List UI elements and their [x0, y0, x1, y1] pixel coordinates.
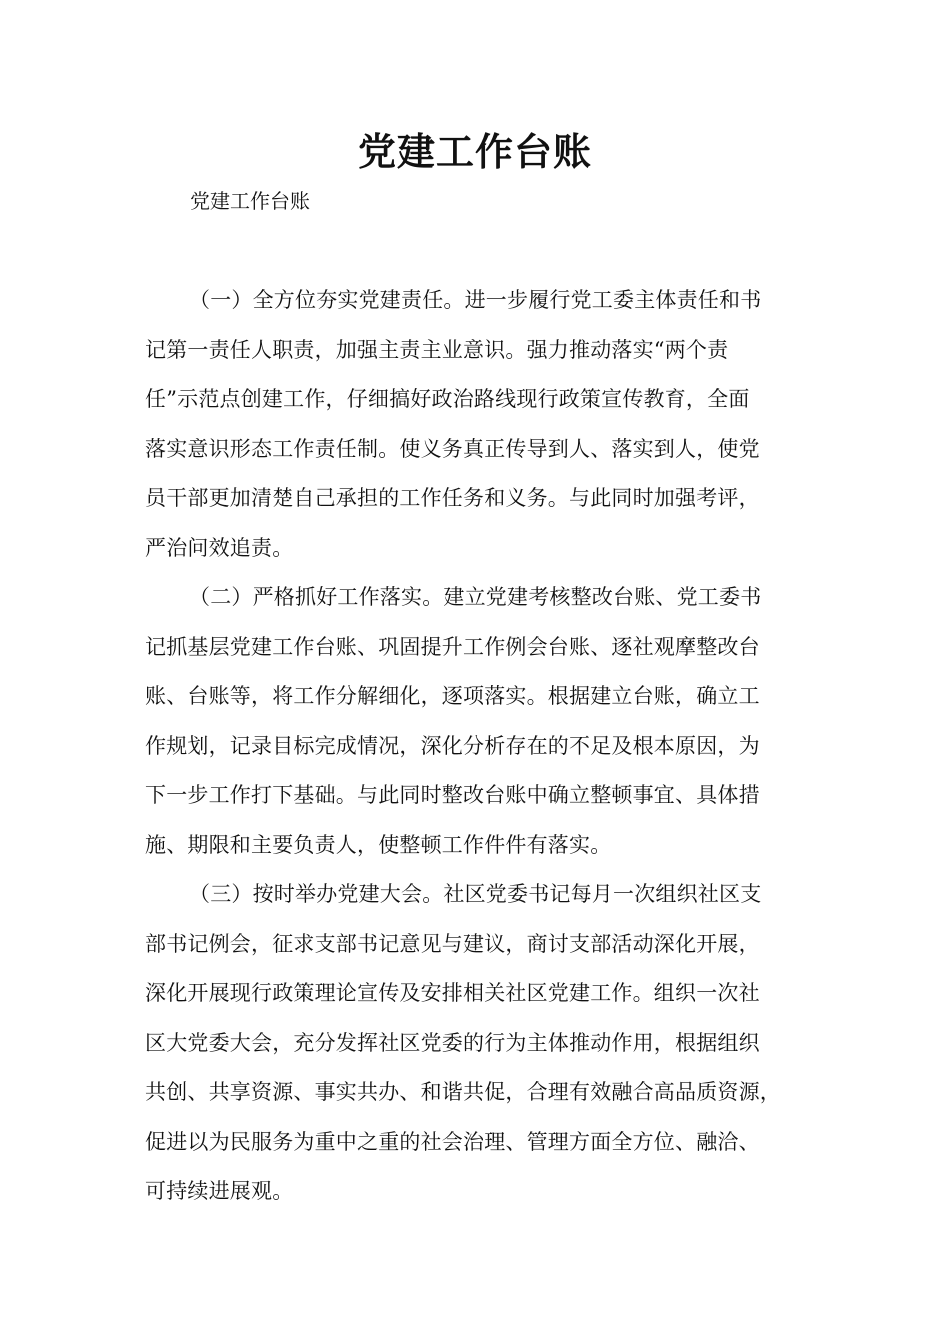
document-subtitle: 党建工作台账: [190, 189, 310, 213]
paragraph-2-line: 作规划，记录目标完成情况，深化分析存在的不足及根本原因，为: [145, 733, 760, 758]
paragraph-3-line: 促进以为民服务为重中之重的社会治理、管理方面全方位、融洽、: [145, 1129, 760, 1154]
paragraph-3-line: 共创、共享资源、事实共办、和谐共促，合理有效融合高品质资源，: [145, 1080, 781, 1104]
paragraph-2-line: 账、台账等，将工作分解细化，逐项落实。根据建立台账，确立工: [145, 684, 760, 708]
paragraph-3-line: （三）按时举办党建大会。社区党委书记每月一次组织社区支: [189, 882, 762, 906]
paragraph-1-line: 记第一责任人职责，加强主责主业意识。强力推动落实“两个责: [145, 337, 729, 362]
paragraph-1-line: 任”示范点创建工作，仔细搞好政治路线现行政策宣传教育，全面: [145, 387, 750, 411]
paragraph-1-line: 落实意识形态工作责任制。使义务真正传导到人、落实到人，使党: [145, 436, 760, 461]
document-title: 党建工作台账: [357, 130, 592, 174]
paragraph-2-line: 施、期限和主要负责人，使整顿工作件件有落实。: [145, 832, 612, 857]
paragraph-3-line: 深化开展现行政策理论宣传及安排相关社区党建工作。组织一次社: [145, 981, 760, 1005]
paragraph-1-line: 严治问效追责。: [145, 535, 294, 560]
paragraph-3-line: 部书记例会，征求支部书记意见与建议，商讨支部活动深化开展，: [145, 931, 760, 956]
paragraph-2-line: 记抓基层党建工作台账、巩固提升工作例会台账、逐社观摩整改台: [145, 634, 760, 659]
document-body: [145, 276, 825, 1217]
paragraph-2-line: （二）严格抓好工作落实。建立党建考核整改台账、党工委书: [189, 585, 762, 609]
paragraph-3-line: 可持续进展观。: [145, 1179, 294, 1203]
paragraph-1-line: 员干部更加清楚自己承担的工作任务和义务。与此同时加强考评，: [145, 486, 760, 510]
paragraph-3-line: 区大党委大会，充分发挥社区党委的行为主体推动作用，根据组织: [145, 1030, 760, 1055]
paragraph-1-line: （一）全方位夯实党建责任。进一步履行党工委主体责任和书: [189, 288, 762, 312]
paragraph-2-line: 下一步工作打下基础。与此同时整改台账中确立整顿事宜、具体措: [145, 783, 760, 807]
